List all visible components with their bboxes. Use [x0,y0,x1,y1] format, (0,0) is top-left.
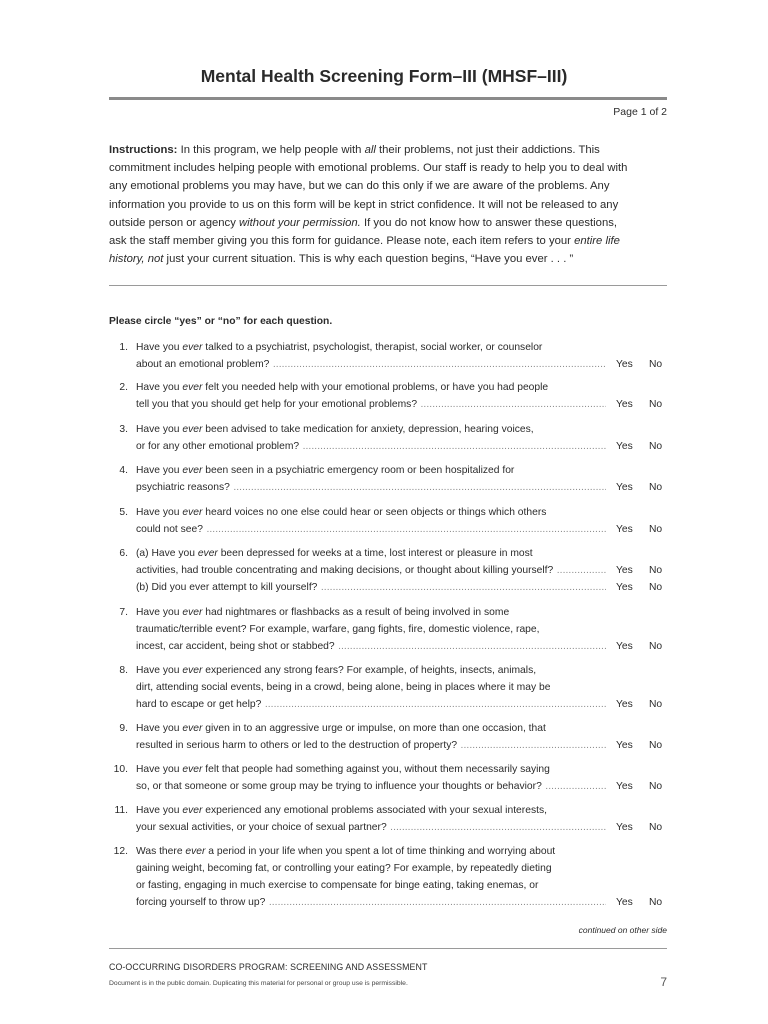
question-text-line [136,379,606,396]
title-divider [109,97,667,100]
text-segment: any emotional problems you may have, but we can do this only if we are aware of the problems. Any [109,180,610,193]
text-segment: or fasting, engaging in much exercise to compensate for binge eating, taking enemas, or [136,880,539,891]
question-text-line [136,604,606,621]
question-text-line [136,778,606,795]
answer-yes-option[interactable]: Yes [616,482,633,493]
continued-note: continued on other side [578,925,667,935]
question-text [136,641,337,652]
question-text-line [136,662,606,679]
question-text-line [136,737,606,754]
emphasis-text: entire life [574,235,620,248]
question-text [136,342,544,353]
text-segment: Have you [136,424,183,435]
text-segment: been depressed for weeks at a time, lost interest or pleasure in most [217,548,533,559]
answer-no-option[interactable]: No [649,565,663,576]
question-number: 1. [119,342,128,353]
question-text [136,607,511,618]
question-text [136,897,267,908]
text-segment: information you provide to us on this form will be kept in strict confidence. It will not be released to any [109,198,619,211]
page-label: Page 1 of 2 [613,106,667,118]
answer-no-option[interactable]: No [649,399,663,410]
instructions-label: Instructions: [109,144,178,156]
text-segment: been seen in a psychiatric emergency room or been hospitalized for [202,465,515,476]
emphasis-text: history, not [109,253,164,266]
question-text-line [136,877,606,894]
text-segment: Have you [136,723,183,734]
text-segment: felt you needed help with your emotional problems, or have you had people [202,382,549,393]
answer-no-option[interactable]: No [649,781,663,792]
question-text [136,465,516,476]
footer-page-number: 7 [660,975,667,989]
question-text-line [136,339,606,356]
question-text [136,565,555,576]
text-segment: talked to a psychiatrist, psychologist, therapist, social worker, or counselor [202,342,543,353]
emphasis-text: ever [182,764,203,775]
emphasis-text: ever [182,342,203,353]
emphasis-text: ever [182,665,203,676]
question-text [136,740,459,751]
text-segment: dirt, attending social events, being in a crowd, being alone, being in places where it may be [136,682,551,693]
text-segment: Have you [136,665,183,676]
emphasis-text: ever [182,465,203,476]
text-segment: experienced any strong fears? For example, of heights, insects, animals, [202,665,537,676]
question-number: 6. [119,548,128,559]
text-segment: experienced any emotional problems associated with your sexual interests, [202,805,547,816]
question-text [136,805,549,816]
question-text [136,359,271,370]
question-text-line [136,396,606,413]
question-text [136,548,535,559]
answer-yes-option[interactable]: Yes [616,897,633,908]
answer-yes-option[interactable]: Yes [616,565,633,576]
instructions-paragraph [109,141,669,268]
text-segment: just your current situation. This is why each question begins, “Have you ever . . . ” [163,253,574,266]
question-text-line [136,638,606,655]
question-text-line [136,843,606,860]
question-text [136,723,548,734]
question-text [136,846,557,857]
question-number: 8. [119,665,128,676]
answer-yes-option[interactable]: Yes [616,582,633,593]
question-text [136,880,540,891]
text-segment: incest, car accident, being shot or stabbed? [136,641,335,652]
question-text [136,582,319,593]
text-segment: resulted in serious harm to others or led to the destruction of property? [136,740,458,751]
answer-no-option[interactable]: No [649,822,663,833]
question-text-line [136,545,606,562]
answer-no-option[interactable]: No [649,359,663,370]
question-text-line [136,894,606,911]
question-number: 11. [114,805,128,816]
question-text-line [136,504,606,521]
answer-no-option[interactable]: No [649,582,663,593]
answer-no-option[interactable]: No [649,897,663,908]
question-number: 5. [119,507,128,518]
answer-no-option[interactable]: No [649,441,663,452]
question-text [136,424,536,435]
question-text [136,482,232,493]
question-text-line [136,819,606,836]
text-segment: (b) Did you ever attempt to kill yourself? [136,582,318,593]
answer-yes-option[interactable]: Yes [616,699,633,710]
answer-yes-option[interactable]: Yes [616,359,633,370]
text-segment: traumatic/terrible event? For example, warfare, gang fights, fire, domestic violence, rape, [136,624,540,635]
text-segment: Have you [136,764,183,775]
text-segment: commitment includes helping people with emotional problems. Our staff is ready to help you to deal with [109,162,628,175]
text-segment: forcing yourself to throw up? [136,897,266,908]
question-text-line [136,356,606,373]
text-segment: activities, had trouble concentrating and making decisions, or thought about killing yourself? [136,565,554,576]
question-text-line [136,579,606,596]
emphasis-text: ever [182,382,203,393]
question-text [136,524,205,535]
answer-no-option[interactable]: No [649,740,663,751]
question-text-line [136,421,606,438]
answer-yes-option[interactable]: Yes [616,524,633,535]
emphasis-text: ever [197,548,218,559]
text-segment: (a) Have you [136,548,198,559]
emphasis-text: ever [182,805,203,816]
emphasis-text: ever [182,607,203,618]
text-segment: so, or that someone or some group may be trying to influence your thoughts or behavior? [136,781,542,792]
answer-yes-option[interactable]: Yes [616,641,633,652]
text-segment: had nightmares or flashbacks as a result of being involved in some [202,607,510,618]
question-number: 4. [119,465,128,476]
question-text-line [136,696,606,713]
answer-no-option[interactable]: No [649,482,663,493]
question-text-line [136,521,606,538]
question-text-line [136,802,606,819]
question-text-line [136,462,606,479]
text-segment: Have you [136,805,183,816]
question-number: 2. [119,382,128,393]
text-segment: a period in your life when you spent a lot of time thinking and worrying about [205,846,556,857]
emphasis-text: ever [182,424,203,435]
question-text [136,764,552,775]
text-segment: Have you [136,607,183,618]
question-text-line [136,679,606,696]
text-segment: about an emotional problem? [136,359,270,370]
question-number: 3. [119,424,128,435]
answer-no-option[interactable]: No [649,699,663,710]
text-segment: In this program, we help people with [180,144,365,156]
question-text-line [136,479,606,496]
question-text [136,682,552,693]
answer-no-option[interactable]: No [649,524,663,535]
question-text [136,624,541,635]
emphasis-text: without your permission. [239,216,361,229]
answer-no-option[interactable]: No [649,641,663,652]
text-segment: Have you [136,507,183,518]
question-text-line [136,720,606,737]
text-segment: heard voices no one else could hear or seen objects or things which others [202,507,547,518]
question-text [136,441,301,452]
question-text [136,665,538,676]
question-text [136,781,544,792]
text-segment: psychiatric reasons? [136,482,230,493]
circle-prompt: Please circle “yes” or “no” for each question. [109,316,333,327]
text-segment: or for any other emotional problem? [136,441,300,452]
text-segment: hard to escape or get help? [136,699,262,710]
text-segment: ask the staff member giving you this form for guidance. Please note, each item refers to your [109,235,575,248]
question-text-line [136,562,606,579]
answer-yes-option[interactable]: Yes [616,822,633,833]
instructions-divider [109,285,667,286]
text-segment: felt that people had something against you, without them necessarily saying [202,764,550,775]
footer-note: Document is in the public domain. Duplicating this material for personal or group use is permissible. [109,980,408,987]
text-segment: their problems, not just their addictions. This [375,144,600,156]
emphasis-text: ever [182,507,203,518]
question-number: 7. [119,607,128,618]
footer-program: CO-OCCURRING DISORDERS PROGRAM: SCREENING AND ASSESSMENT [109,962,428,972]
question-number: 10. [113,764,128,775]
question-text [136,822,389,833]
question-text-line [136,438,606,455]
question-text [136,507,548,518]
text-segment: If you do not know how to answer these questions, [360,216,618,229]
text-segment: Have you [136,382,183,393]
text-segment: Was there [136,846,186,857]
answer-yes-option[interactable]: Yes [616,441,633,452]
answer-yes-option[interactable]: Yes [616,781,633,792]
text-segment: gaining weight, becoming fat, or controlling your eating? For example, by repeatedly dieting [136,863,552,874]
emphasis-text: ever [185,846,206,857]
question-text [136,399,419,410]
page-title: Mental Health Screening Form–III (MHSF–III) [200,66,568,86]
answer-yes-option[interactable]: Yes [616,399,633,410]
question-text-line [136,621,606,638]
question-number: 12. [113,846,128,857]
text-segment: tell you that you should get help for your emotional problems? [136,399,418,410]
text-segment: could not see? [136,524,203,535]
text-segment: outside person or agency [109,216,239,229]
text-segment: given in to an aggressive urge or impulse, on more than one occasion, that [202,723,546,734]
emphasis-text: ever [182,723,203,734]
text-segment: been advised to take medication for anxiety, depression, hearing voices, [202,424,534,435]
emphasis-text: all [364,144,376,156]
question-text-line [136,761,606,778]
text-segment: Have you [136,342,183,353]
question-number: 9. [119,723,128,734]
question-text-line [136,860,606,877]
footer-divider [109,948,667,949]
text-segment: Have you [136,465,183,476]
question-text [136,863,554,874]
answer-yes-option[interactable]: Yes [616,740,633,751]
question-text [136,382,550,393]
text-segment: your sexual activities, or your choice of sexual partner? [136,822,387,833]
question-text [136,699,263,710]
